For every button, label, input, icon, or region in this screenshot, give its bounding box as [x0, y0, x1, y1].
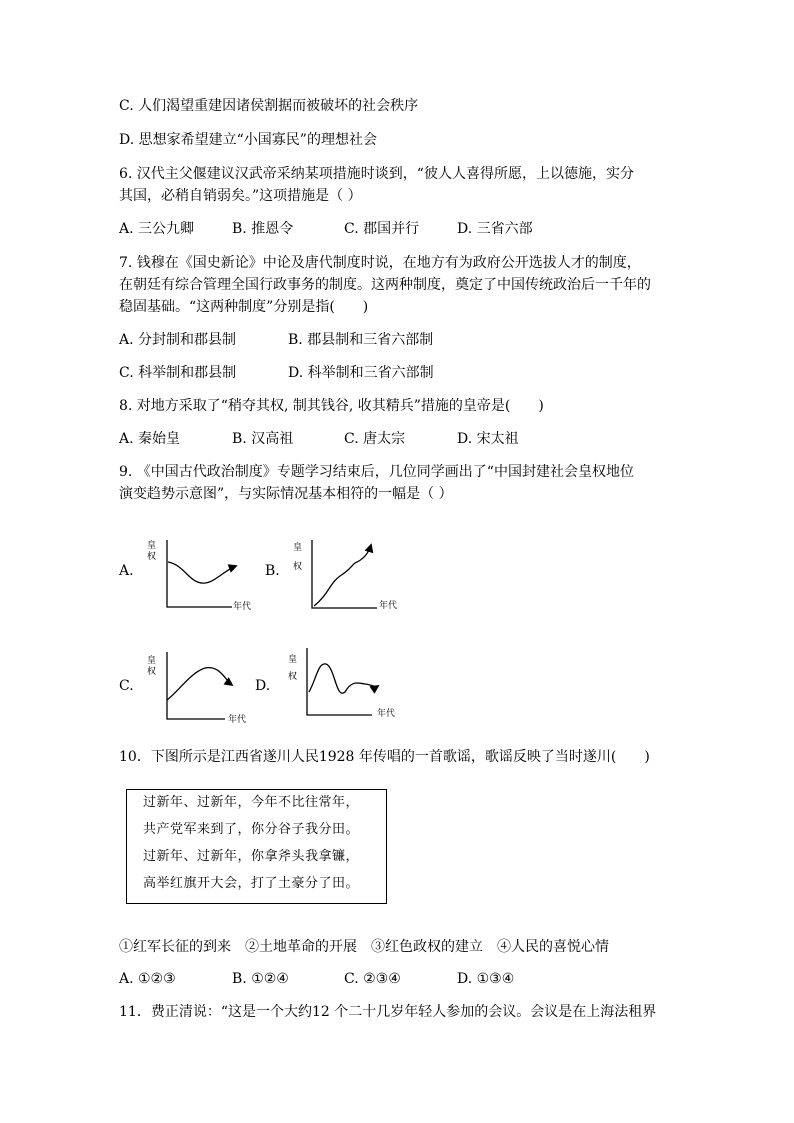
graph-b-label: B.: [265, 563, 280, 579]
graph-c-ylabel-1: 皇: [147, 656, 157, 666]
question-10-items: ①红军长征的到来 ②土地革命的开展 ③红色政权的建立 ④人民的喜悦心情: [119, 939, 609, 955]
graph-b-ylabel-2: 权: [293, 562, 303, 572]
question-7-line-3: 稳固基础。“这两种制度”分别是指( ): [119, 299, 369, 315]
question-7-line-2: 在朝廷有综合管理全国行政事务的制度。这两种制度，奠定了中国传统政治后一千年的: [119, 277, 651, 293]
graph-a-ylabel-2: 权: [147, 552, 157, 562]
q10-option-c: C. ②③④: [344, 971, 401, 987]
d-option-prev: D. 思想家希望建立“小国寡民”的理想社会: [119, 132, 377, 148]
question-9-line-2: 演变趋势示意图”，与实际情况基本相符的一幅是（ ）: [119, 486, 453, 502]
question-10: 10．下图所示是江西省遂川人民1928 年传唱的一首歌谣，歌谣反映了当时遂川( ): [119, 749, 650, 765]
graph-b-ylabel-1: 皇: [293, 543, 303, 553]
q10-option-d: D. ①③④: [457, 971, 515, 987]
graph-c-label: C.: [119, 678, 134, 694]
graph-a: [167, 540, 236, 607]
graph-c-curve: [167, 668, 232, 700]
q10-option-a: A. ①②③: [119, 971, 176, 987]
graph-c-xlabel: 年代: [228, 715, 247, 725]
question-6-line-2: 其国，必稍自销弱矣。”这项措施是（ ）: [119, 188, 362, 204]
question-11: 11．费正清说：“这是一个大约12 个二十几岁年轻人参加的会议。会议是在上海法租界: [119, 1004, 657, 1020]
graph-b: [312, 540, 377, 608]
graph-d-xlabel: 年代: [377, 709, 396, 719]
q8-option-d: D. 宋太祖: [457, 431, 519, 447]
graph-d-curve: [309, 664, 378, 693]
c-option-prev: C. 人们渴望重建因诸侯割据而被破坏的社会秩序: [119, 98, 419, 114]
graph-d-label: D.: [255, 678, 271, 694]
graph-b-xlabel: 年代: [379, 601, 398, 611]
question-7-line-1: 7. 钱穆在《国史新论》中论及唐代制度时说，在地方有为政府公开选拔人才的制度，: [119, 255, 641, 271]
q6-option-a: A. 三公九卿: [119, 221, 195, 237]
song-line-3: 过新年、过新年，你拿斧头我拿镰，: [143, 849, 360, 864]
graph-a-ylabel-1: 皇: [147, 541, 157, 551]
graph-a-curve: [168, 562, 236, 583]
question-6-line-1: 6. 汉代主父偃建议汉武帝采纳某项措施时谈到，“彼人人喜得所愿，上以德施，实分: [119, 166, 634, 182]
graph-d-ylabel-2: 权: [288, 672, 298, 682]
q10-option-b: B. ①②④: [232, 971, 289, 987]
q7-option-a: A. 分封制和郡县制: [119, 332, 237, 348]
graph-c-axes: [167, 652, 225, 719]
q8-option-c: C. 唐太宗: [344, 431, 406, 447]
question-8: 8. 对地方采取了“稍夺其权, 制其钱谷, 收其精兵”措施的皇帝是( ): [119, 398, 544, 414]
q6-option-b: B. 推恩令: [232, 221, 294, 237]
graph-b-curve: [314, 545, 371, 606]
q8-option-b: B. 汉高祖: [232, 431, 294, 447]
song-line-2: 共产党军来到了，你分谷子我分田。: [143, 822, 360, 837]
graph-a-xlabel: 年代: [233, 602, 252, 612]
question-9-line-1: 9. 《中国古代政治制度》专题学习结束后，几位同学画出了“中国封建社会皇权地位: [119, 464, 634, 480]
q7-option-c: C. 科举制和郡县制: [119, 365, 237, 381]
graph-a-label: A.: [119, 563, 134, 579]
q8-option-a: A. 秦始皇: [119, 431, 181, 447]
song-line-1: 过新年、过新年，今年不比往常年，: [143, 795, 360, 810]
song-line-4: 高举红旗开大会，打了土豪分了田。: [143, 876, 360, 891]
q6-option-c: C. 郡国并行: [344, 221, 420, 237]
q6-option-d: D. 三省六部: [457, 221, 533, 237]
graph-d-axes: [307, 648, 372, 715]
q7-option-d: D. 科举制和三省六部制: [288, 365, 434, 381]
graph-c: [167, 652, 232, 719]
graph-d-ylabel-1: 皇: [288, 655, 298, 665]
q7-option-b: B. 郡县制和三省六部制: [288, 332, 434, 348]
graph-c-ylabel-2: 权: [147, 667, 157, 677]
graph-d: [307, 648, 378, 715]
